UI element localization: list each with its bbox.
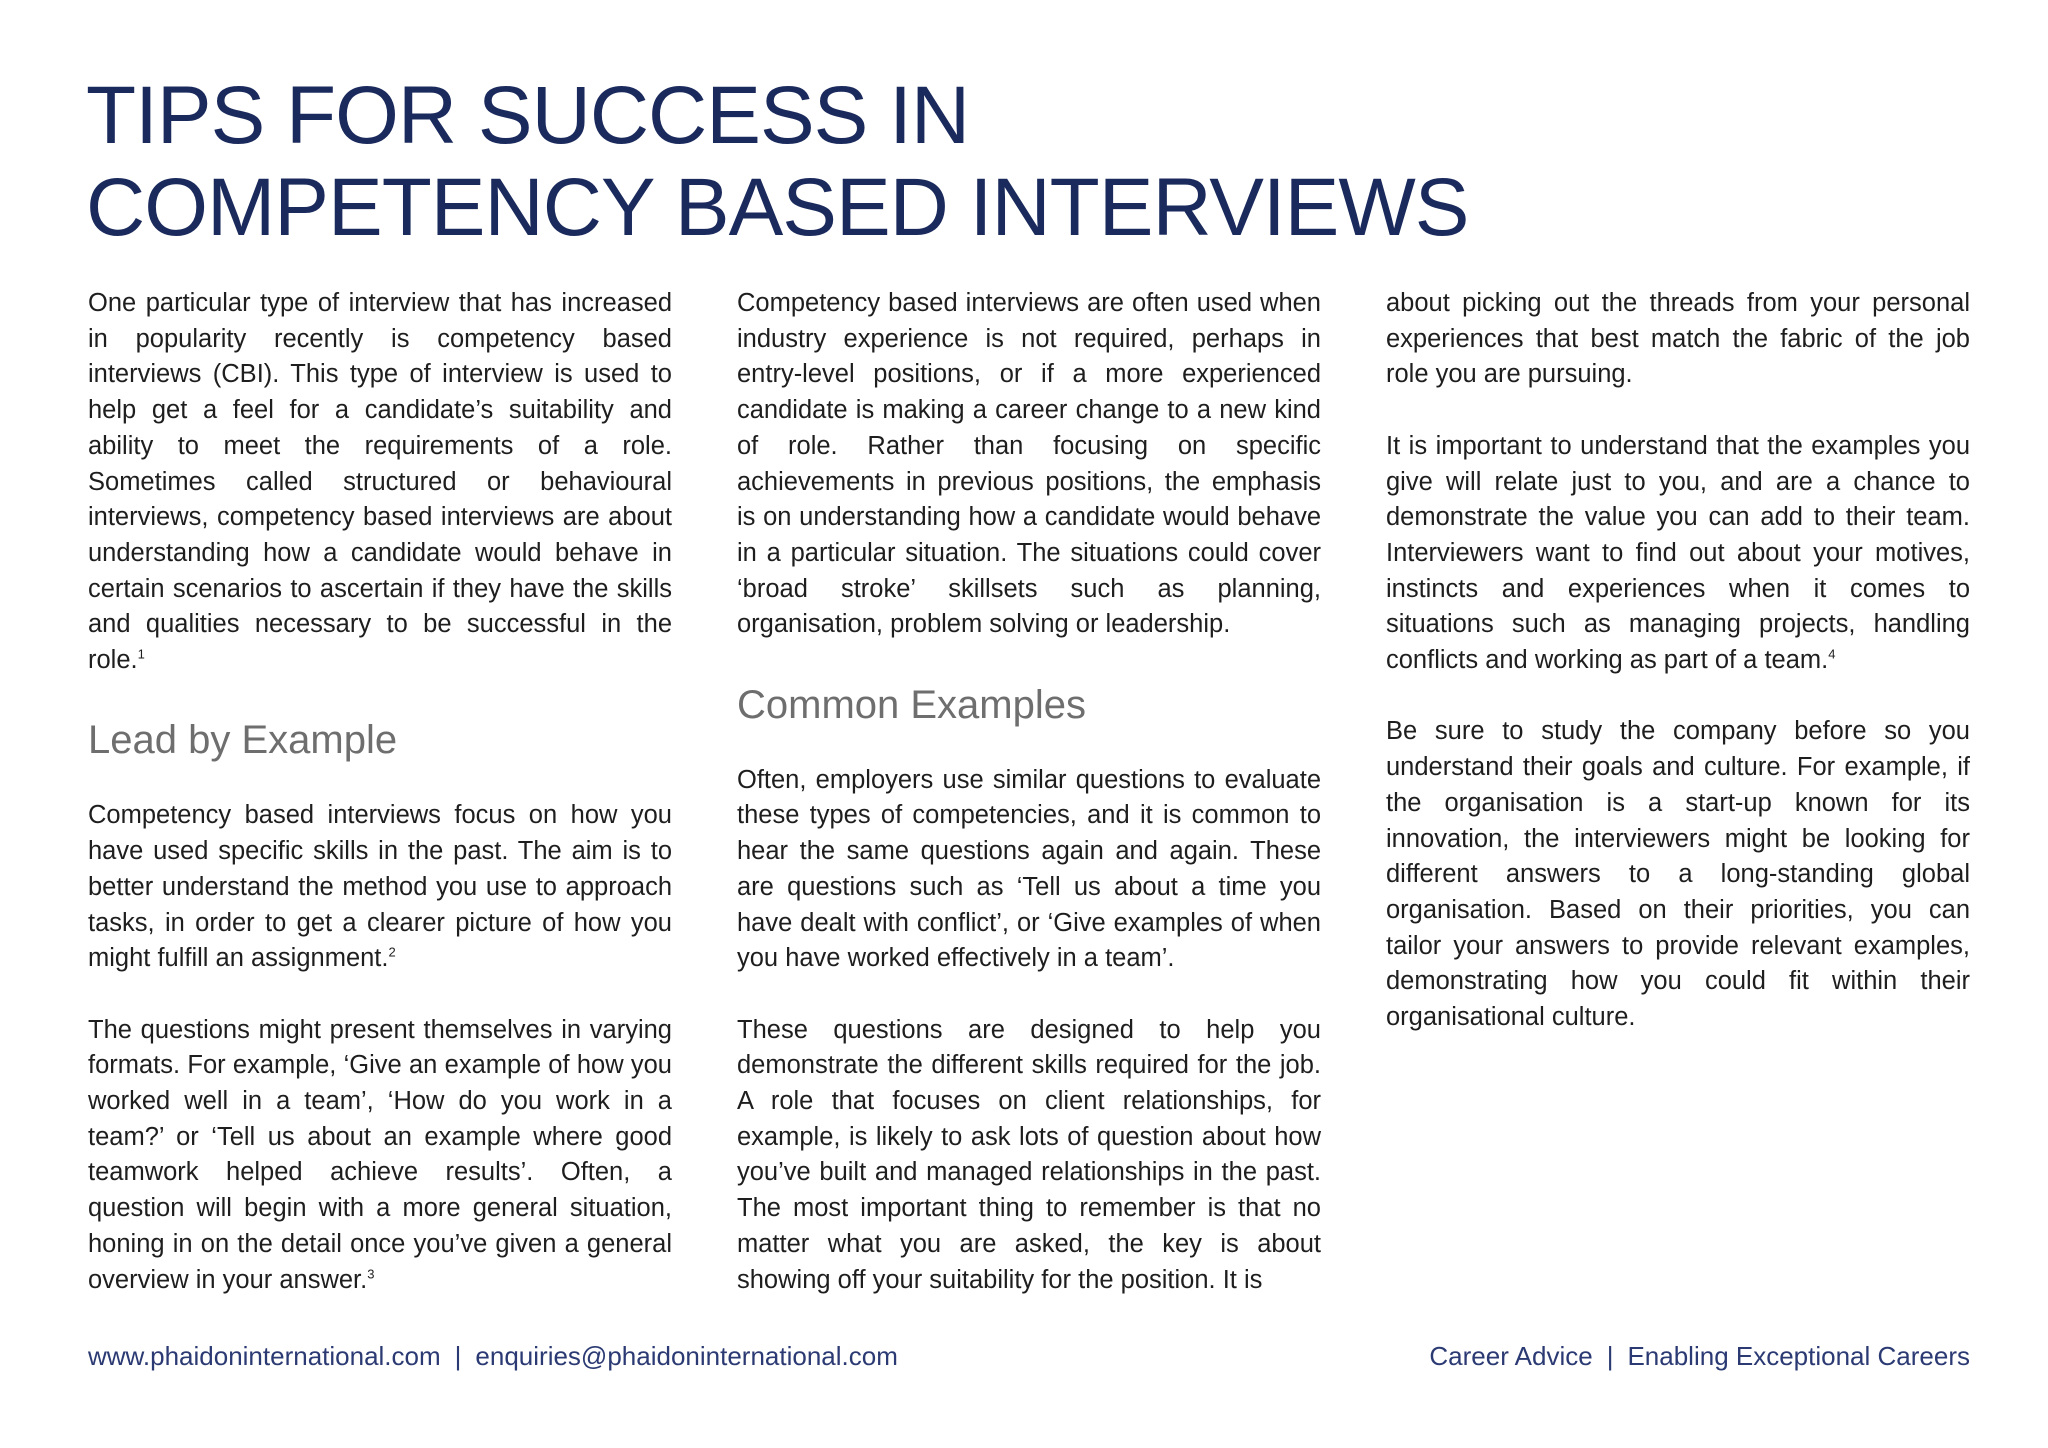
footer-section-label: Career Advice [1429, 1341, 1593, 1371]
continuation-paragraph: about picking out the threads from your personal experiences that best match the fabric of the job role you are pursuing. [1386, 289, 1970, 389]
importance-paragraph [1386, 429, 1970, 679]
section-heading-common-examples: Common Examples [737, 682, 1087, 727]
importance-paragraph-text: It is important to understand that the examples you give will relate just to you, and are a chance to demonstrate the value you can add to their team. Interviewers want to find out about your motives, instincts and experiences when it comes to situations such as managing projects, handling conflicts and working as part of a team. [1386, 431, 1970, 675]
footnote-ref-4: 4 [1828, 646, 1836, 662]
examples-paragraph-1: Often, employers use similar questions to evaluate these types of competencies, and it is common to hear the same questions again and again. These are questions such as ‘Tell us about a time you have dealt with conflict’, or ‘Give examples of when you have worked effectively in a team’. [737, 765, 1321, 973]
footnote-ref-3: 3 [367, 1266, 375, 1282]
column-1 [88, 286, 672, 1334]
column-3 [1386, 286, 1970, 1071]
footnote-ref-1: 1 [137, 646, 145, 662]
research-paragraph: Be sure to study the company before so you understand their goals and culture. For example, if the organisation is a start-up known for its innovation, the interviewers might be looking for different answers to a long-standing global organisation. Based on their priorities, you can tailor your answers to provide relevant examples, demonstrating how you could fit within their organisational culture. [1386, 717, 1970, 1032]
intro-paragraph [88, 286, 672, 679]
footer-separator: | [454, 1341, 462, 1371]
lead-paragraph-1 [88, 798, 672, 977]
footnote-ref-2: 2 [388, 944, 396, 960]
footer-contact [88, 1336, 898, 1376]
lead-paragraph-2 [88, 1013, 672, 1299]
lead-paragraph-2-text: The questions might present themselves in varying formats. For example, ‘Give an example of how you worked well in a team’, ‘How do you work in a team?’ or ‘Tell us about an example where good teamwork helped achieve results’. Often, a question will begin with a more general situation, honing in on the detail once you’ve given a general overview in your answer. [88, 1015, 672, 1294]
email-link[interactable]: enquiries@phaidoninternational.com [475, 1341, 898, 1371]
examples-paragraph-2: These questions are designed to help you demonstrate the different skills required for the job. A role that focuses on client relationships, for example, is likely to ask lots of question about how you’ve built and managed relationships in the past. The most important thing to remember is that no matter what you are asked, the key is about showing off your suitability for the position. It is [737, 1015, 1321, 1294]
footer-tagline: Enabling Exceptional Careers [1627, 1341, 1970, 1371]
intro-paragraph-text: One particular type of interview that has increased in popularity recently is competency based interviews (CBI). This type of interview is used to help get a feel for a candidate’s suitability and ability to meet the requirements of a role. Sometimes called structured or behavioural interviews, competency based interviews are about understanding how a candidate would behave in certain scenarios to ascertain if they have the skills and qualities necessary to be successful in the role. [88, 289, 672, 675]
lead-paragraph-1-text: Competency based interviews focus on how you have used specific skills in the past. The aim is to better understand the method you use to approach tasks, in order to get a clearer picture of how you might fulfill an assignment. [88, 801, 672, 973]
page-title [86, 70, 1586, 254]
footer-branding [1429, 1336, 1970, 1376]
cbi-usage-paragraph: Competency based interviews are often used when industry experience is not required, perhaps in entry-level positions, or if a more experienced candidate is making a career change to a new kind of role. Rather than focusing on specific achievements in previous positions, the emphasis is on understanding how a candidate would behave in a particular situation. The situations could cover ‘broad stroke’ skillsets such as planning, organisation, problem solving or leadership. [737, 289, 1321, 639]
website-link[interactable]: www.phaidoninternational.com [88, 1341, 441, 1371]
page-title-line-1: TIPS FOR SUCCESS IN [86, 70, 970, 161]
column-2 [737, 286, 1321, 1334]
footer-separator: | [1606, 1341, 1614, 1371]
page-title-line-2: COMPETENCY BASED INTERVIEWS [86, 162, 1469, 253]
section-heading-lead-by-example: Lead by Example [88, 718, 398, 763]
